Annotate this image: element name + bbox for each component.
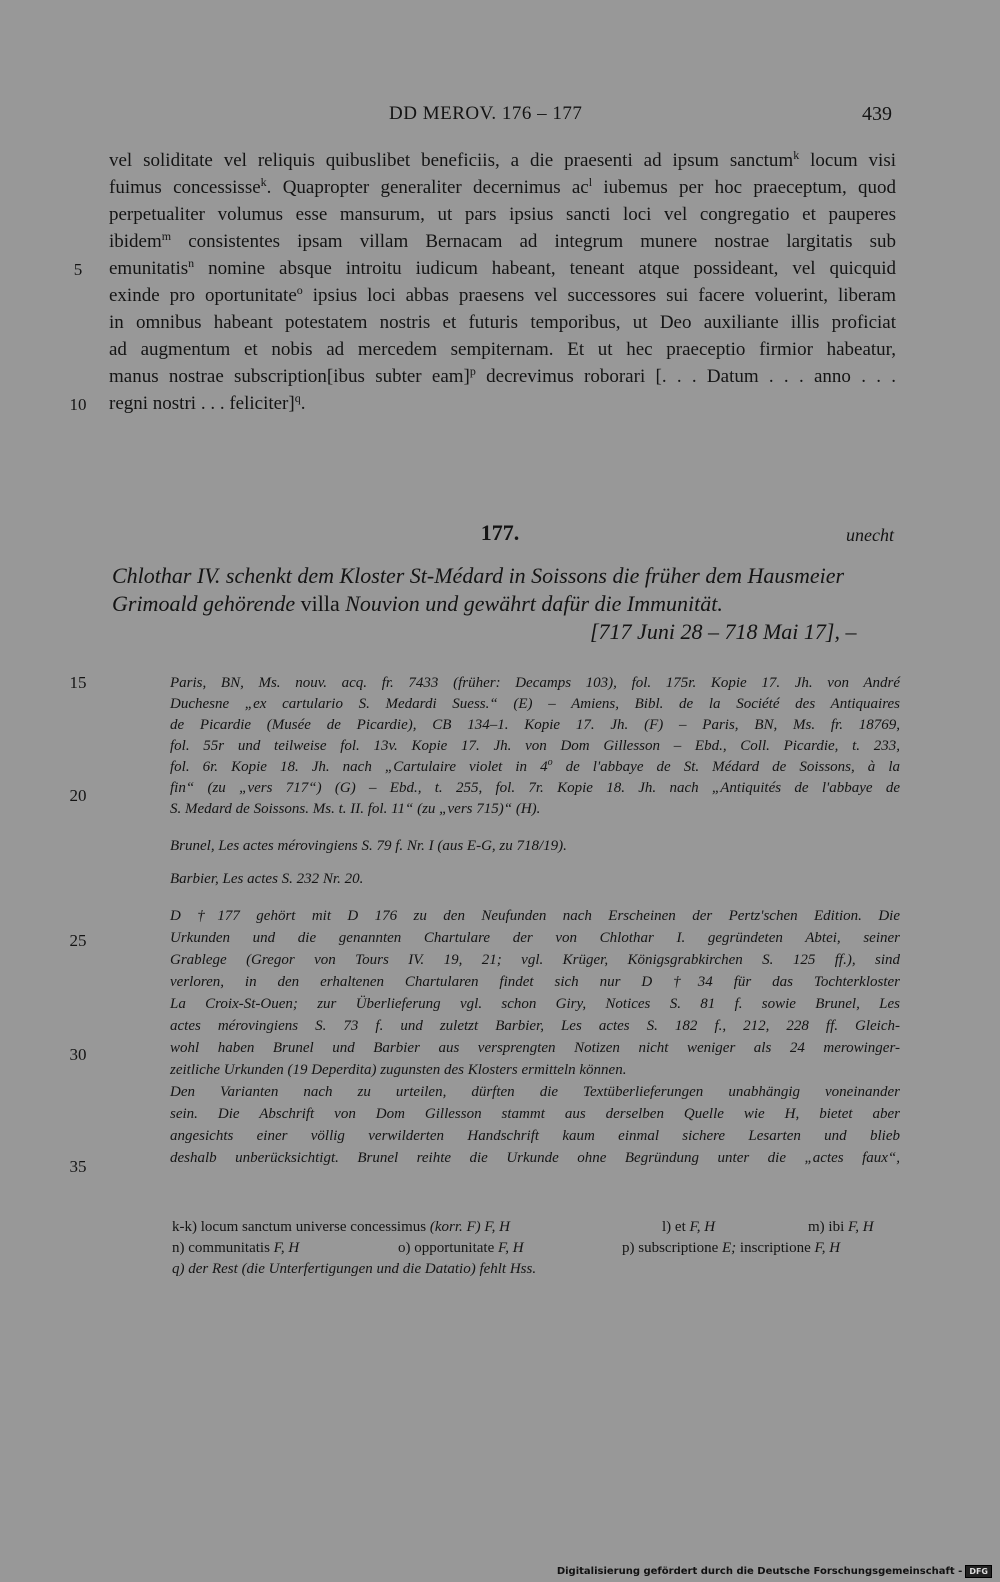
footnote-o: o) opportunitate F, H bbox=[398, 1240, 524, 1256]
footnote-l: l) et F, H bbox=[662, 1219, 716, 1235]
tradition-line: fol. 55r und teilweise fol. 13v. Kopie 17. Jh. von Dom Gillesson – Ebd., Coll. Picardie, t. 233, bbox=[170, 738, 900, 754]
tradition-line: S. Medard de Soissons. Ms. t. II. fol. 11“ (zu „vers 715)“ (H). bbox=[170, 801, 541, 817]
text-line: exinde pro oportunitate$^o$ ipsius loci abbas praesens vel successores sui facere voluerint, liberam bbox=[109, 283, 897, 306]
footnote-q: q) der Rest (die Unterfertigungen und die Datatio) fehlt Hss. bbox=[172, 1261, 537, 1277]
funding-credit bbox=[557, 1565, 992, 1578]
document-date: [717 Juni 28 – 718 Mai 17], – bbox=[590, 619, 857, 644]
commentary-line: D †177 gehört mit D 176 zu den Neufunden nach Erscheinen der Pertz'schen Edition. Die bbox=[170, 908, 900, 924]
line-number: 30 bbox=[69, 1045, 87, 1064]
commentary-line: verloren, in den erhaltenen Chartularen findet sich nur D †34 für das Tochterkloster bbox=[170, 974, 900, 990]
line-number: 20 bbox=[69, 786, 87, 805]
tradition-line: Duchesne „ex cartulario S. Medardi Suess.“ (E) – Amiens, Bibl. de la Société des Antiquaires bbox=[170, 696, 900, 712]
line-number: 15 bbox=[69, 673, 87, 692]
commentary-line: Urkunden und die genannten Chartulare der von Chlothar I. gegründeten Abtei, seiner bbox=[170, 930, 900, 946]
tradition-line: fin“ (zu „vers 717“) (G) – Ebd., t. 255, fol. 7r. Kopie 18. Jh. nach „Antiquités de l'abbaye de bbox=[170, 780, 900, 796]
commentary-line: sein. Die Abschrift von Dom Gillesson stammt aus derselben Quelle wie H, bietet aber bbox=[170, 1106, 900, 1122]
document-number: 177. bbox=[480, 520, 520, 545]
tradition-line: fol. 6r. Kopie 18. Jh. nach „Cartulaire violet in 4$^o$ de l'abbaye de St. Médard de Soissons, à la bbox=[170, 757, 900, 775]
text-line: perpetualiter volumus esse mansurum, ut pars ipsius sancti loci vel congregatio et pauperes bbox=[109, 204, 896, 225]
line-number: 25 bbox=[69, 931, 87, 950]
commentary-line: angesichts einer völlig verwilderten Handschrift kaum einmal sichere Lesarten und blieb bbox=[170, 1128, 900, 1144]
text-line: ad augmentum et nobis ad mercedem sempiternam. Et ut hec praeceptio firmior habeatur, bbox=[109, 339, 896, 360]
text-line: regni nostri . . . feliciter]$^q$. bbox=[109, 391, 306, 414]
tradition-line: Paris, BN, Ms. nouv. acq. fr. 7433 (früher: Decamps 103), fol. 175r. Kopie 17. Jh. von André bbox=[170, 675, 900, 691]
footnote-m: m) ibi F, H bbox=[808, 1219, 874, 1235]
footnote-n: n) communitatis F, H bbox=[172, 1240, 300, 1256]
footnote-marker[interactable]: q bbox=[294, 391, 301, 405]
page-number: 439 bbox=[862, 103, 892, 125]
commentary-line: wohl haben Brunel und Barbier aus versprengten Notizen nicht weniger als 24 merowinger- bbox=[170, 1040, 900, 1056]
commentary-line: actes mérovingiens S. 73 f. und zuletzt Barbier, Les actes S. 182 f., 212, 228 ff. Gleich- bbox=[170, 1018, 900, 1034]
text-line: fuimus concessisse$^k$. Quapropter generaliter decernimus $ac^l$ iubemus per hoc praeceptum, quod bbox=[109, 175, 896, 198]
commentary-line: La Croix-St-Ouen; zur Überlieferung vgl. schon Giry, Notices S. 81 f. sowie Brunel, Les bbox=[170, 996, 900, 1012]
page-header bbox=[0, 103, 1000, 129]
authenticity-label: unecht bbox=[846, 525, 894, 545]
line-number: 35 bbox=[69, 1157, 87, 1176]
footnote-kk: k-k) locum sanctum universe concessimus (korr. F) F, H bbox=[172, 1219, 510, 1235]
line-number: 5 bbox=[73, 260, 83, 279]
text-line: vel soliditate vel reliquis quibuslibet beneficiis, a die praesenti ad ipsum sanctum$^k$ locum visi bbox=[109, 148, 896, 171]
regest-line: Grimoald gehörende villa Nouvion und gewährt dafür die Immunität. bbox=[112, 591, 723, 616]
footnote-marker[interactable]: o bbox=[296, 283, 303, 297]
footnote-marker[interactable]: m bbox=[161, 229, 172, 243]
footnote-marker[interactable]: l bbox=[588, 175, 593, 189]
text-line: emunitatis$^n$ nomine absque introitu iudicum habeant, teneant atque possideant, vel quicquid bbox=[109, 256, 896, 279]
commentary-line: zeitliche Urkunden (19 Deperdita) zugunsten des Klosters ermitteln können. bbox=[170, 1062, 627, 1078]
footnote-p: p) subscriptione E; inscriptione F, H bbox=[622, 1240, 841, 1256]
tradition-line: de Picardie (Musée de Picardie), CB 134–1. Kopie 17. Jh. (F) – Paris, BN, Ms. fr. 18769, bbox=[170, 717, 900, 733]
text-line: in omnibus habeant potestatem nostris et futuris temporibus, ut Deo auxiliante illis proficiat bbox=[109, 312, 896, 333]
footnote-marker[interactable]: p bbox=[469, 364, 476, 378]
commentary-line: Den Varianten nach zu urteilen, dürften die Textüberlieferungen unabhängig voneinander bbox=[170, 1084, 900, 1100]
footnote-marker[interactable]: k bbox=[793, 148, 800, 162]
commentary-line: deshalb unberücksichtigt. Brunel reihte die Urkunde ohne Begründung unter die „actes faux“, bbox=[170, 1150, 900, 1166]
funding-credit-text: Digitalisierung gefördert durch die Deutsche Forschungsgemeinschaft - bbox=[556, 1566, 963, 1577]
edition-line: Barbier, Les actes S. 232 Nr. 20. bbox=[170, 871, 364, 887]
text-line: ibidem$^m$ consistentes ipsam villam Bernacam ad integrum munere nostrae largitatis sub bbox=[109, 229, 896, 252]
footnote-marker[interactable]: n bbox=[188, 256, 195, 270]
line-number: 10 bbox=[69, 395, 87, 414]
text-line: manus nostrae subscription[ibus subter eam]$^p$ decrevimus roborari [. . . Datum . . . anno . . . bbox=[109, 364, 897, 387]
running-head: DD MEROV. 176 – 177 bbox=[389, 103, 583, 124]
dfg-logo-icon: DFG bbox=[965, 1565, 992, 1578]
footnote-marker[interactable]: k bbox=[260, 175, 267, 189]
commentary-line: Grablege (Gregor von Tours IV. 19, 21; vgl. Krüger, Königsgrabkirchen S. 125 ff.), sind bbox=[170, 952, 900, 968]
regest-line: Chlothar IV. schenkt dem Kloster St-Médard in Soissons die früher dem Hausmeier bbox=[112, 563, 845, 588]
edition-line: Brunel, Les actes mérovingiens S. 79 f. Nr. I (aus E-G, zu 718/19). bbox=[170, 838, 567, 854]
